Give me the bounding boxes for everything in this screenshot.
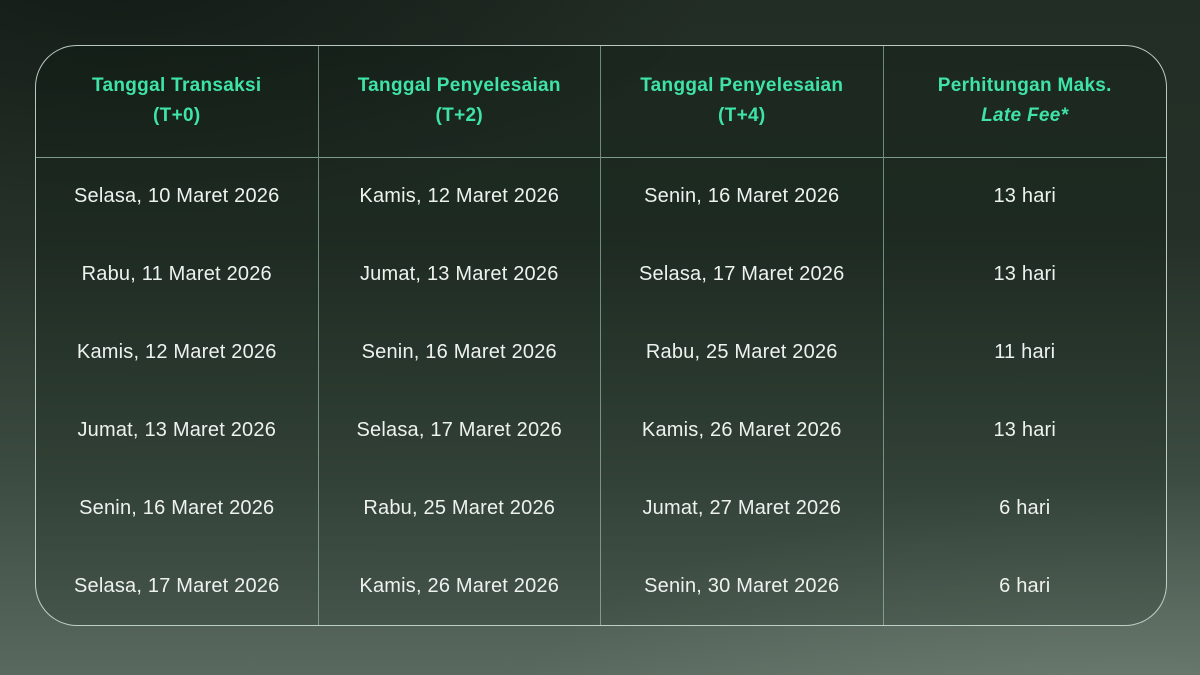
table-cell: Jumat, 13 Maret 2026 <box>359 263 559 286</box>
header-title: Tanggal Penyelesaian <box>357 75 561 97</box>
header-cell-t2 <box>319 46 601 158</box>
header-cell-t0 <box>36 46 318 158</box>
table-cell: 13 hari <box>993 418 1057 441</box>
header-title: Tanggal Penyelesaian <box>640 75 844 97</box>
table-cell: 13 hari <box>993 263 1057 286</box>
table-cell: Selasa, 10 Maret 2026 <box>74 185 280 208</box>
table-cell: Kamis, 26 Maret 2026 <box>359 574 560 597</box>
table-column-latefee <box>884 46 1167 625</box>
table-cell: Selasa, 17 Maret 2026 <box>639 263 845 286</box>
header-title: Perhitungan Maks. <box>937 75 1112 97</box>
table-cell: Rabu, 11 Maret 2026 <box>81 263 272 286</box>
header-subtitle: (T+2) <box>435 105 483 126</box>
table-cell: Senin, 30 Maret 2026 <box>644 574 840 597</box>
table-cell: Kamis, 12 Maret 2026 <box>359 185 560 208</box>
table-cell: 6 hari <box>999 496 1051 519</box>
table-cell: Rabu, 25 Maret 2026 <box>363 496 556 519</box>
table-cell: Senin, 16 Maret 2026 <box>79 496 275 519</box>
table-cell: Senin, 16 Maret 2026 <box>361 341 557 364</box>
table-cell: Jumat, 13 Maret 2026 <box>77 418 277 441</box>
header-subtitle: (T+0) <box>153 105 201 126</box>
table-cell: Selasa, 17 Maret 2026 <box>356 418 562 441</box>
table-cell: Rabu, 25 Maret 2026 <box>645 341 838 364</box>
table-cell: 13 hari <box>993 185 1057 208</box>
table-cell: Selasa, 17 Maret 2026 <box>74 574 280 597</box>
table-cell: 11 hari <box>994 341 1056 364</box>
table-column-t4 <box>601 46 884 625</box>
table-cell: Senin, 16 Maret 2026 <box>644 185 840 208</box>
header-cell-t4 <box>601 46 883 158</box>
table-cell: 6 hari <box>999 574 1051 597</box>
table-cell: Jumat, 27 Maret 2026 <box>642 496 842 519</box>
settlement-table <box>35 45 1167 626</box>
table-cell: Kamis, 26 Maret 2026 <box>641 418 842 441</box>
table-column-t0 <box>36 46 319 625</box>
header-subtitle: Late Fee* <box>981 105 1069 126</box>
header-cell-latefee <box>884 46 1167 158</box>
table-cell: Kamis, 12 Maret 2026 <box>76 341 277 364</box>
header-title: Tanggal Transaksi <box>92 75 262 97</box>
header-subtitle: (T+4) <box>718 105 766 126</box>
table-column-t2 <box>319 46 602 625</box>
